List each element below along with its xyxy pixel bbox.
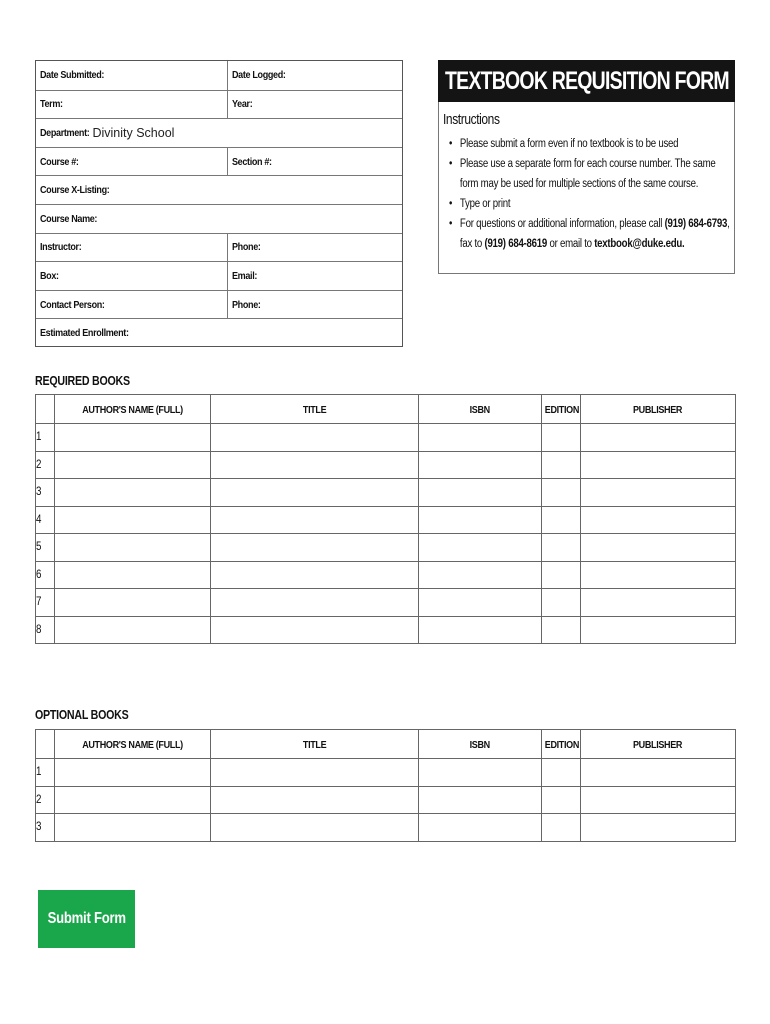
term-label: Term:: [40, 98, 63, 111]
edition-cell[interactable]: [542, 759, 581, 787]
phone-field[interactable]: [227, 234, 403, 262]
optional-books-label: OPTIONAL BOOKS: [35, 707, 129, 722]
fax-number: (919) 684-8619: [484, 238, 548, 250]
title-cell[interactable]: [211, 616, 419, 644]
title-cell[interactable]: [211, 424, 419, 452]
row-number: 2: [36, 786, 55, 814]
info-row: [36, 175, 402, 204]
row-number-header: [36, 395, 55, 424]
title-cell[interactable]: [211, 814, 419, 842]
isbn-column-header: ISBN: [419, 730, 542, 759]
optional-books-table: [35, 729, 736, 842]
table-row: [36, 589, 736, 617]
title-column-header: TITLE: [211, 730, 419, 759]
contact-phone-label: Phone:: [232, 298, 261, 311]
info-row: [36, 233, 402, 262]
author-cell[interactable]: [55, 759, 211, 787]
department-label: Department:: [40, 126, 90, 139]
phone-number: (919) 684-6793: [664, 218, 728, 230]
info-row: [36, 147, 402, 176]
row-number: 2: [36, 451, 55, 479]
edition-cell[interactable]: [542, 451, 581, 479]
isbn-cell[interactable]: [419, 534, 542, 562]
table-header-row: [36, 395, 736, 424]
author-cell[interactable]: [55, 786, 211, 814]
isbn-column-header: ISBN: [419, 395, 542, 424]
title-cell[interactable]: [211, 534, 419, 562]
box-label: Box:: [40, 269, 59, 282]
isbn-cell[interactable]: [419, 589, 542, 617]
row-number-header: [36, 730, 55, 759]
form-title: TEXTBOOK REQUISITION FORM: [444, 66, 729, 95]
edition-cell[interactable]: [542, 479, 581, 507]
form-title-bar: [438, 60, 735, 102]
instructions-heading: Instructions: [443, 111, 500, 128]
title-cell[interactable]: [211, 479, 419, 507]
isbn-cell[interactable]: [419, 616, 542, 644]
section-number-label: Section #:: [232, 155, 272, 168]
author-cell[interactable]: [55, 424, 211, 452]
edition-cell[interactable]: [542, 534, 581, 562]
isbn-cell[interactable]: [419, 786, 542, 814]
term-field[interactable]: [36, 91, 227, 119]
edition-cell[interactable]: [542, 814, 581, 842]
instruction-item: • Please use a separate form for each course number. The same form may be used for multiple sections of the same course.: [449, 154, 730, 194]
year-label: Year:: [232, 98, 253, 111]
author-cell[interactable]: [55, 616, 211, 644]
publisher-cell[interactable]: [581, 534, 736, 562]
estimated-enrollment-field[interactable]: [36, 319, 402, 347]
date-submitted-label: Date Submitted:: [40, 69, 105, 82]
instruction-item: • Please submit a form even if no textbook is to be used: [449, 134, 726, 154]
email-label: Email:: [232, 269, 258, 282]
table-row: [36, 561, 736, 589]
info-row: [36, 204, 402, 233]
contact-person-label: Contact Person:: [40, 298, 105, 311]
info-row: [36, 118, 402, 147]
publisher-column-header: PUBLISHER: [581, 395, 736, 424]
instructor-field[interactable]: [36, 234, 227, 262]
title-cell[interactable]: [211, 759, 419, 787]
course-x-listing-label: Course X-Listing:: [40, 184, 110, 197]
publisher-cell[interactable]: [581, 451, 736, 479]
title-cell[interactable]: [211, 451, 419, 479]
department-value[interactable]: Divinity School: [92, 125, 175, 140]
table-row: [36, 479, 736, 507]
estimated-enrollment-label: Estimated Enrollment:: [40, 327, 129, 340]
date-logged-field[interactable]: [227, 61, 403, 90]
course-x-listing-field[interactable]: [36, 176, 402, 204]
row-number: 1: [36, 424, 55, 452]
contact-phone-field[interactable]: [227, 291, 403, 319]
course-number-field[interactable]: [36, 148, 227, 176]
edition-cell[interactable]: [542, 616, 581, 644]
table-header-row: [36, 730, 736, 759]
publisher-column-header: PUBLISHER: [581, 730, 736, 759]
instruction-item: [449, 214, 730, 254]
author-column-header: AUTHOR'S NAME (FULL): [55, 395, 211, 424]
row-number: 6: [36, 561, 55, 589]
isbn-cell[interactable]: [419, 479, 542, 507]
table-row: [36, 424, 736, 452]
date-submitted-field[interactable]: [36, 61, 227, 90]
publisher-cell[interactable]: [581, 759, 736, 787]
table-row: [36, 451, 736, 479]
publisher-cell[interactable]: [581, 479, 736, 507]
author-cell[interactable]: [55, 534, 211, 562]
title-column-header: TITLE: [211, 395, 419, 424]
publisher-cell[interactable]: [581, 589, 736, 617]
table-row: [36, 814, 736, 842]
title-cell[interactable]: [211, 561, 419, 589]
email-link[interactable]: textbook@duke.edu.: [594, 238, 685, 250]
publisher-cell[interactable]: [581, 506, 736, 534]
instruction-item: • Type or print: [449, 194, 726, 214]
year-field[interactable]: [227, 91, 403, 119]
publisher-cell[interactable]: [581, 616, 736, 644]
title-cell[interactable]: [211, 506, 419, 534]
table-row: [36, 534, 736, 562]
edition-cell[interactable]: [542, 589, 581, 617]
course-name-field[interactable]: [36, 205, 402, 233]
department-field[interactable]: [36, 119, 402, 147]
isbn-cell[interactable]: [419, 759, 542, 787]
phone-label: Phone:: [232, 241, 261, 254]
instructor-label: Instructor:: [40, 241, 82, 254]
info-row: [36, 261, 402, 290]
row-number: 3: [36, 479, 55, 507]
title-cell[interactable]: [211, 589, 419, 617]
author-cell[interactable]: [55, 589, 211, 617]
table-row: [36, 506, 736, 534]
edition-cell[interactable]: [542, 506, 581, 534]
instruction-text: , fax to: [459, 218, 730, 250]
isbn-cell[interactable]: [419, 814, 542, 842]
isbn-cell[interactable]: [419, 451, 542, 479]
submit-form-label: Submit Form: [47, 910, 126, 927]
row-number: 3: [36, 814, 55, 842]
isbn-cell[interactable]: [419, 424, 542, 452]
author-cell[interactable]: [55, 451, 211, 479]
section-number-field[interactable]: [227, 148, 403, 176]
instructions-list: [449, 134, 730, 254]
row-number: 8: [36, 616, 55, 644]
info-row: [36, 61, 402, 90]
instruction-text: For questions or additional information, please call: [459, 218, 665, 230]
instruction-text: or email to: [547, 238, 595, 250]
row-number: 1: [36, 759, 55, 787]
author-column-header: AUTHOR'S NAME (FULL): [55, 730, 211, 759]
box-field[interactable]: [36, 262, 227, 290]
isbn-cell[interactable]: [419, 561, 542, 589]
submit-form-button[interactable]: [38, 890, 135, 948]
info-row: [36, 290, 402, 319]
course-name-label: Course Name:: [40, 212, 98, 225]
course-info-grid: [35, 60, 403, 347]
instructions-panel: [438, 60, 735, 274]
table-row: [36, 616, 736, 644]
isbn-cell[interactable]: [419, 506, 542, 534]
email-field[interactable]: [227, 262, 403, 290]
table-row: [36, 786, 736, 814]
course-number-label: Course #:: [40, 155, 79, 168]
contact-person-field[interactable]: [36, 291, 227, 319]
row-number: 7: [36, 589, 55, 617]
author-cell[interactable]: [55, 506, 211, 534]
publisher-cell[interactable]: [581, 424, 736, 452]
edition-cell[interactable]: [542, 424, 581, 452]
author-cell[interactable]: [55, 479, 211, 507]
table-row: [36, 759, 736, 787]
publisher-cell[interactable]: [581, 814, 736, 842]
title-cell[interactable]: [211, 786, 419, 814]
required-books-label: REQUIRED BOOKS: [35, 373, 130, 388]
edition-cell[interactable]: [542, 561, 581, 589]
edition-column-header: EDITION: [542, 730, 581, 759]
info-row: [36, 90, 402, 119]
date-logged-label: Date Logged:: [232, 69, 286, 82]
author-cell[interactable]: [55, 814, 211, 842]
required-books-table: [35, 394, 736, 644]
info-row: [36, 318, 402, 347]
edition-cell[interactable]: [542, 786, 581, 814]
publisher-cell[interactable]: [581, 561, 736, 589]
row-number: 5: [36, 534, 55, 562]
publisher-cell[interactable]: [581, 786, 736, 814]
edition-column-header: EDITION: [542, 395, 581, 424]
row-number: 4: [36, 506, 55, 534]
author-cell[interactable]: [55, 561, 211, 589]
